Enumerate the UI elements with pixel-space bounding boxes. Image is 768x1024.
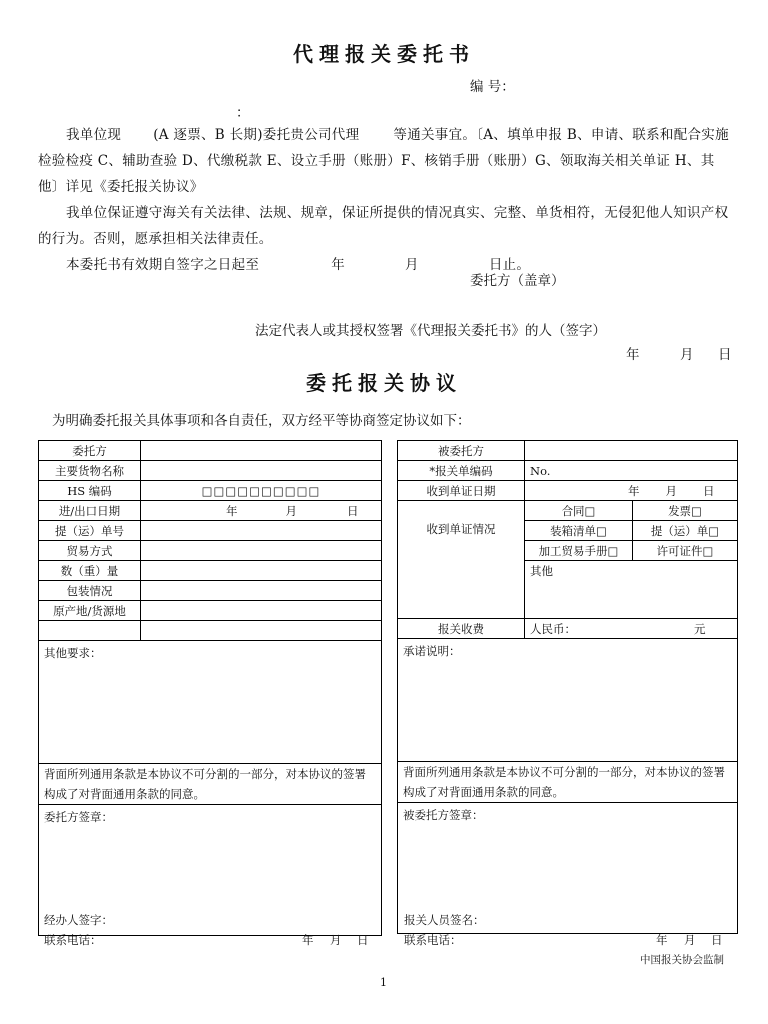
hs-code-boxes[interactable]: □□□□□□□□□□ <box>141 481 382 501</box>
packing-value[interactable] <box>141 581 382 601</box>
packing-label: 包装情况 <box>39 581 141 601</box>
quantity-value[interactable] <box>141 561 382 581</box>
colon-line: ： <box>236 105 250 121</box>
handler-signature-label: 经办人签字： <box>44 913 113 927</box>
ie-date-label: 进/出口日期 <box>39 501 141 521</box>
ie-date-year: 年 <box>226 503 238 518</box>
decl-no-value[interactable]: No. <box>525 461 738 481</box>
yuan-label: 元 <box>694 621 706 636</box>
document-title: 代理报关委托书 <box>293 42 475 66</box>
validity-month: 月 <box>405 257 419 273</box>
recv-date-month: 月 <box>665 483 677 498</box>
hs-code-label: HS 编码 <box>39 481 141 501</box>
principal-signature-label: 委托方签章： <box>44 810 113 824</box>
trade-mode-label: 贸易方式 <box>39 541 141 561</box>
entrust-body <box>38 122 732 278</box>
broker-signature-label: 报关人员签名： <box>404 913 485 927</box>
para1-part-b: (A 逐票、B 长期)委托贵公司代理 <box>153 127 360 143</box>
recv-status-label: 收到单证情况 <box>398 501 525 619</box>
footer-note: 中国报关协会监制 <box>640 954 724 966</box>
decl-no-label: *报关单编码 <box>398 461 525 481</box>
validity-text: 本委托书有效期自签字之日起至 <box>66 257 260 273</box>
agreement-title: 委托报关协议 <box>306 371 462 395</box>
other-docs-space[interactable] <box>525 599 738 619</box>
bl-no-label: 提（运）单号 <box>39 521 141 541</box>
bl-no-value[interactable] <box>141 521 382 541</box>
agent-value[interactable] <box>525 441 738 461</box>
date-year: 年 <box>626 347 640 363</box>
bl-checkbox[interactable]: 提（运）单□ <box>633 521 738 541</box>
blank-value-cell[interactable] <box>141 621 382 641</box>
promise-description[interactable]: 承诺说明： <box>398 639 738 762</box>
agent-sign-month: 月 <box>684 933 696 947</box>
recv-date-year: 年 <box>628 483 640 498</box>
agent-phone-label: 联系电话： <box>404 933 462 947</box>
packing-list-checkbox[interactable]: 装箱清单□ <box>525 521 633 541</box>
legal-representative-sign: 法定代表人或其授权签署《代理报关委托书》的人（签字） <box>255 323 606 339</box>
principal-seal: 委托方（盖章） <box>470 273 565 289</box>
other-docs-label[interactable]: 其他 <box>525 561 738 581</box>
fee-value[interactable] <box>525 619 738 639</box>
other-requirements[interactable]: 其他要求： <box>39 641 382 764</box>
agent-label: 被委托方 <box>398 441 525 461</box>
recv-date-day: 日 <box>703 483 715 498</box>
number-label: 编 号： <box>470 79 515 95</box>
goods-name-value[interactable] <box>141 461 382 481</box>
principal-label: 委托方 <box>39 441 141 461</box>
ie-date-day: 日 <box>347 503 359 518</box>
validity-year: 年 <box>331 257 346 273</box>
other-docs-space[interactable] <box>525 580 738 599</box>
principal-sign-day: 日 <box>357 933 369 947</box>
principal-sign-year: 年 <box>302 933 314 947</box>
paragraph-2: 我单位保证遵守海关有关法律、法规、规章，保证所提供的情况真实、完整、单货相符，无侵犯他人知识产权的行为。否则，愿承担相关法律责任。 <box>38 205 729 247</box>
date-month: 月 <box>680 347 694 363</box>
para1-part-a: 我单位现 <box>66 127 122 143</box>
fee-label: 报关收费 <box>398 619 525 639</box>
validity-day: 日止。 <box>488 257 531 273</box>
ie-date-value[interactable] <box>141 501 382 521</box>
principal-value[interactable] <box>141 441 382 461</box>
license-checkbox[interactable]: 许可证件□ <box>633 541 738 561</box>
blank-label-cell <box>39 621 141 641</box>
origin-label: 原产地/货源地 <box>39 601 141 621</box>
general-clause-right: 背面所列通用条款是本协议不可分割的一部分，对本协议的签署构成了对背面通用条款的同意。 <box>398 762 738 803</box>
origin-value[interactable] <box>141 601 382 621</box>
principal-table <box>38 440 382 936</box>
date-day: 日 <box>718 347 732 363</box>
principal-phone-label: 联系电话： <box>44 933 102 947</box>
para1-part-c: 等通关事宜。〔A、填单申报 B、申请、联系和配合实施检验检疫 C、辅助查验 D、代缴税款 E、设立手册（账册）F、核销手册（账册）G、领取海关相关单证 H、其他〕详见《委托报关协议》 <box>38 127 729 195</box>
page-number: 1 <box>380 976 387 989</box>
agent-table <box>397 440 738 934</box>
processing-manual-checkbox[interactable]: 加工贸易手册□ <box>525 541 633 561</box>
trade-mode-value[interactable] <box>141 541 382 561</box>
agent-signature-label: 被委托方签章： <box>403 808 484 822</box>
agent-sign-day: 日 <box>711 933 723 947</box>
agreement-intro: 为明确委托报关具体事项和各自责任，双方经平等协商签定协议如下： <box>52 413 471 429</box>
quantity-label: 数（重）量 <box>39 561 141 581</box>
goods-name-label: 主要货物名称 <box>39 461 141 481</box>
paragraph-3 <box>38 252 732 278</box>
general-clause-left: 背面所列通用条款是本协议不可分割的一部分，对本协议的签署构成了对背面通用条款的同意。 <box>39 764 382 805</box>
principal-sign-month: 月 <box>330 933 342 947</box>
agent-sign-year: 年 <box>656 933 668 947</box>
invoice-checkbox[interactable]: 发票□ <box>633 501 738 521</box>
contract-checkbox[interactable]: 合同□ <box>525 501 633 521</box>
ie-date-month: 月 <box>285 503 297 518</box>
paragraph-1 <box>38 122 732 200</box>
rmb-label: 人民币： <box>530 621 576 636</box>
recv-date-label: 收到单证日期 <box>398 481 525 501</box>
recv-date-value[interactable] <box>525 481 738 501</box>
